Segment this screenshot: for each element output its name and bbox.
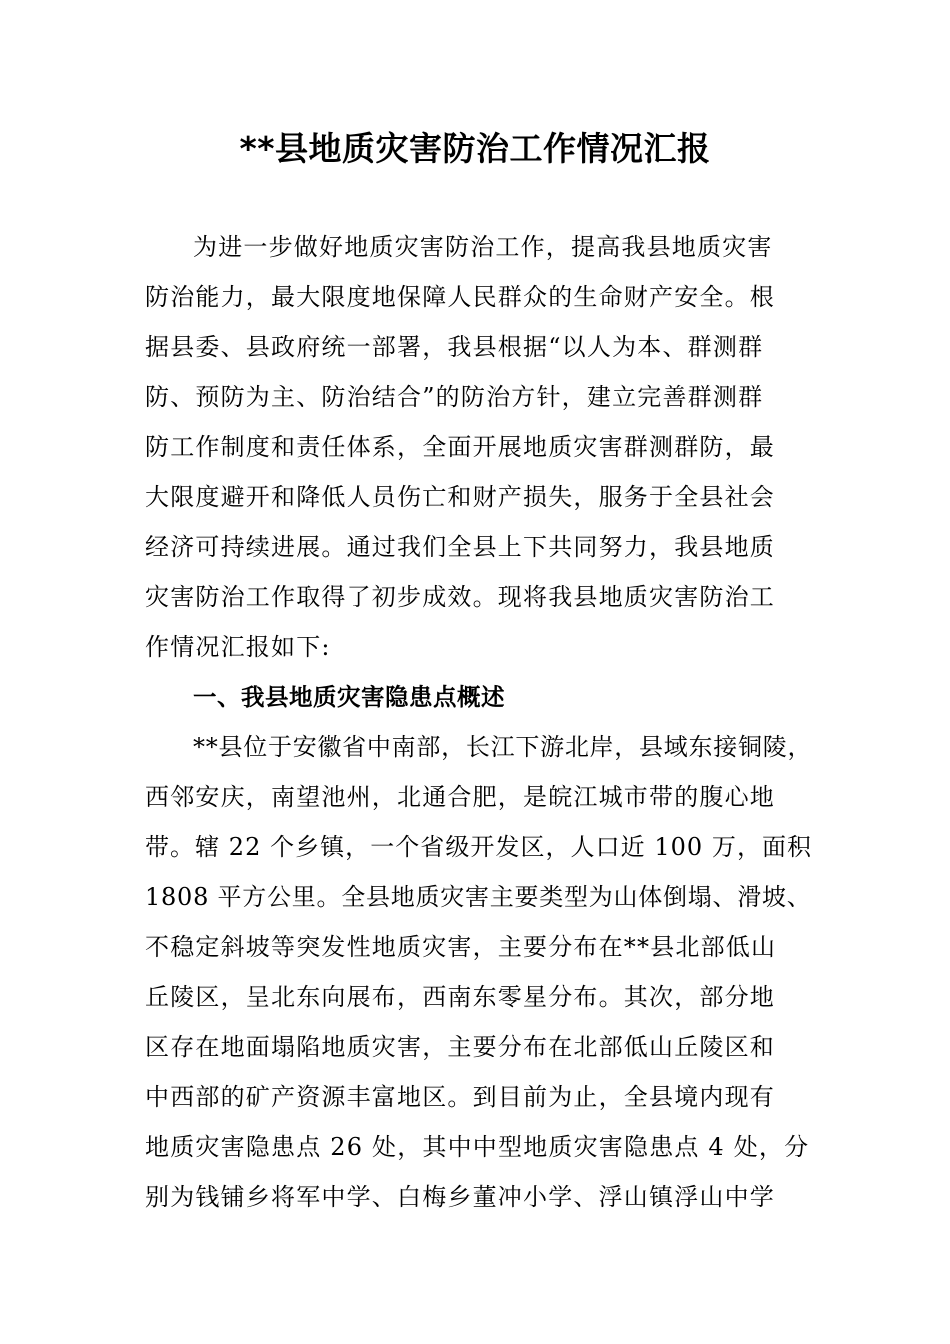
paragraph-1-line-2: 防治能力，最大限度地保障人民群众的生命财产安全。根: [145, 283, 775, 311]
paragraph-2-line-3: 带。辖 22 个乡镇，一个省级开发区，人口近 100 万，面积: [145, 833, 813, 861]
paragraph-1-line-6: 大限度避开和降低人员伤亡和财产损失，服务于全县社会: [145, 483, 775, 511]
paragraph-1-line-4: 防、预防为主、防治结合”的防治方针，建立完善群测群: [145, 383, 764, 411]
paragraph-1-line-9: 作情况汇报如下:: [145, 633, 331, 661]
paragraph-1-line-3: 据县委、县政府统一部署，我县根据“以人为本、群测群: [145, 333, 764, 361]
paragraph-1-line-5: 防工作制度和责任体系，全面开展地质灾害群测群防，最: [145, 433, 775, 461]
paragraph-2-line-5: 不稳定斜坡等突发性地质灾害，主要分布在**县北部低山: [145, 933, 777, 961]
paragraph-2-line-10: 别为钱铺乡将军中学、白梅乡董冲小学、浮山镇浮山中学: [145, 1183, 775, 1211]
paragraph-2-line-4: 1808 平方公里。全县地质灾害主要类型为山体倒塌、滑坡、: [145, 883, 812, 911]
paragraph-1-line-8: 灾害防治工作取得了初步成效。现将我县地质灾害防治工: [145, 583, 775, 611]
document-title: **县地质灾害防治工作情况汇报: [239, 129, 711, 168]
paragraph-2-line-1: **县位于安徽省中南部，长江下游北岸，县域东接铜陵，: [193, 733, 813, 761]
section-heading-1: 一、我县地质灾害隐患点概述: [193, 683, 505, 711]
paragraph-2-line-7: 区存在地面塌陷地质灾害，主要分布在北部低山丘陵区和: [145, 1033, 775, 1061]
paragraph-1-line-1: 为进一步做好地质灾害防治工作，提高我县地质灾害: [193, 233, 773, 261]
paragraph-1-line-7: 经济可持续进展。通过我们全县上下共同努力，我县地质: [145, 533, 775, 561]
paragraph-2-line-6: 丘陵区，呈北东向展布，西南东零星分布。其次，部分地: [145, 983, 775, 1011]
paragraph-2-line-9: 地质灾害隐患点 26 处，其中中型地质灾害隐患点 4 处，分: [145, 1133, 810, 1161]
paragraph-2-line-8: 中西部的矿产资源丰富地区。到目前为止，全县境内现有: [145, 1083, 775, 1111]
paragraph-2-line-2: 西邻安庆，南望池州，北通合肥，是皖江城市带的腹心地: [145, 783, 775, 811]
